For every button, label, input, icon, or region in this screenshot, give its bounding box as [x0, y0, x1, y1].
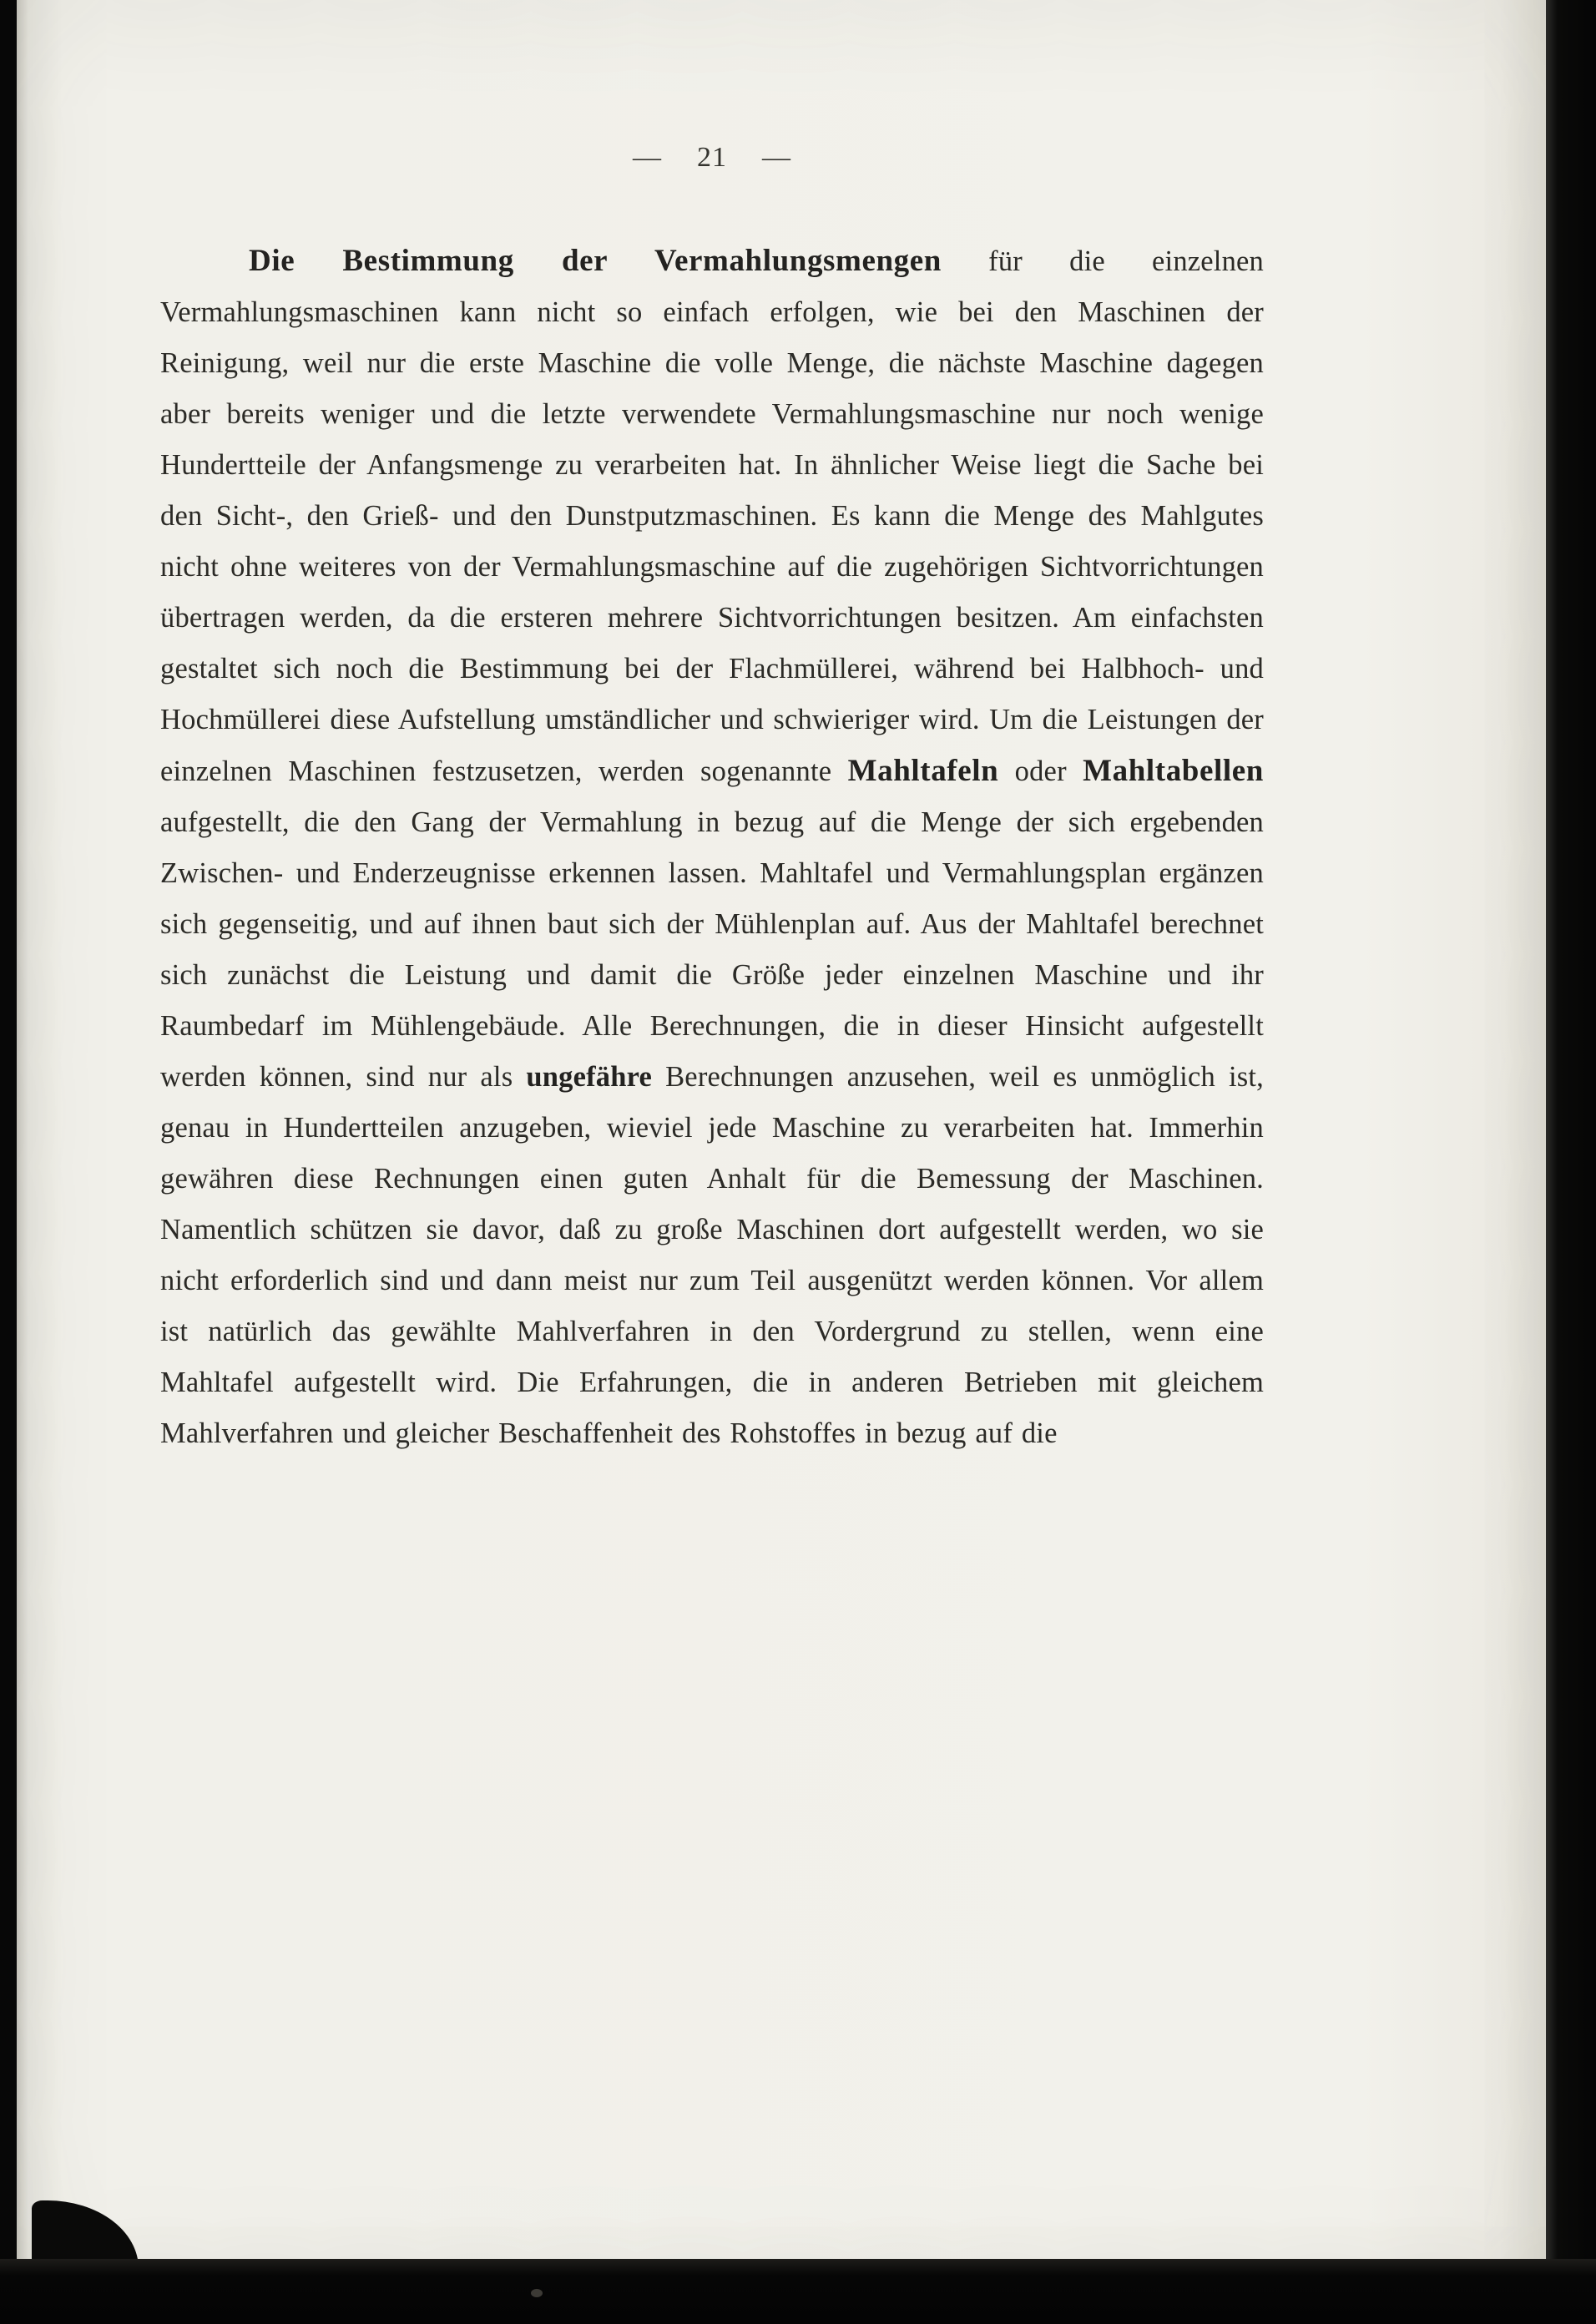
paragraph-bold-mahltabellen: Mahltabellen — [1083, 754, 1264, 788]
page-number-dash-left: — — [633, 142, 662, 173]
paragraph-lead-bold: Die Bestimmung der Vermahlungsmengen — [249, 244, 942, 278]
paragraph-segment-1: für die einzelnen Vermahlungsmaschinen kann nicht so einfach erfolgen, wie bei den Maschinen der Reinigung, weil nur die erste Maschine die volle Menge, die nächste Maschine dagegen aber bereits weniger und die letzte verwendete Vermahlungsmaschine nur noch wenige Hundertteile der Anfangsmenge zu verarbeiten hat. In ähnlicher Weise liegt die Sache bei den Sicht-, den Grieß- und den Dunstputzmaschinen. Es kann die Menge des Mahlgutes nicht ohne weiteres von der Vermahlungsmaschine auf die zugehörigen Sichtvorrichtungen übertragen werden, da die ersteren mehrere Sichtvorrichtungen besitzen. Am einfachsten gestaltet sich noch die Bestimmung bei der Flachmüllerei, während bei Halbhoch- und Hochmüllerei diese Aufstellung umständlicher und schwieriger wird. Um die Leistungen der einzelnen Maschinen festzusetzen, werden sogenannte — [160, 245, 1264, 787]
paragraph-segment-3: aufgestellt, die den Gang der Vermahlung in bezug auf die Menge der sich ergebenden Zwischen- und Enderzeugnisse erkennen lassen. Mahltafel und Vermahlungsplan ergänzen sich gegenseitig, und auf ihnen baut sich der Mühlenplan auf. Aus der Mahltafel berechnet sich zunächst die Leistung und damit die Größe jeder einzelnen Maschine und ihr Raumbedarf im Mühlengebäude. Alle Berechnungen, die in dieser Hinsicht aufgestellt werden können, sind nur als — [160, 806, 1264, 1093]
scan-artifact-dot — [531, 2289, 543, 2297]
page-number-value: 21 — [697, 142, 727, 173]
scanned-book-page — [17, 0, 1546, 2264]
page-number-dash-right: — — [762, 142, 791, 173]
scan-right-edge — [1546, 0, 1596, 2324]
page-number — [160, 140, 1264, 175]
paragraph — [160, 235, 1264, 1459]
paragraph-bold-mahltafeln: Mahltafeln — [847, 754, 999, 788]
page-text-block — [160, 140, 1264, 1459]
scan-bottom-edge — [0, 2259, 1596, 2324]
paragraph-segment-4: Berechnungen anzusehen, weil es unmöglich ist, genau in Hundertteilen anzugeben, wieviel jede Maschine zu verarbeiten hat. Immerhin gewähren diese Rechnungen einen guten Anhalt für die Bemessung der Maschinen. Namentlich schützen sie davor, daß zu große Maschinen dort aufgestellt werden, wo sie nicht erforderlich sind und dann meist nur zum Teil ausgenützt werden können. Vor allem ist natürlich das gewählte Mahlverfahren in den Vordergrund zu stellen, wenn eine Mahltafel aufgestellt wird. Die Erfahrungen, die in anderen Betrieben mit gleichem Mahlverfahren und gleicher Beschaffenheit des Rohstoffes in bezug auf die — [160, 1061, 1264, 1449]
paragraph-bold-ungefaehre: ungefähre — [526, 1061, 653, 1093]
paragraph-segment-2: oder — [998, 755, 1083, 787]
